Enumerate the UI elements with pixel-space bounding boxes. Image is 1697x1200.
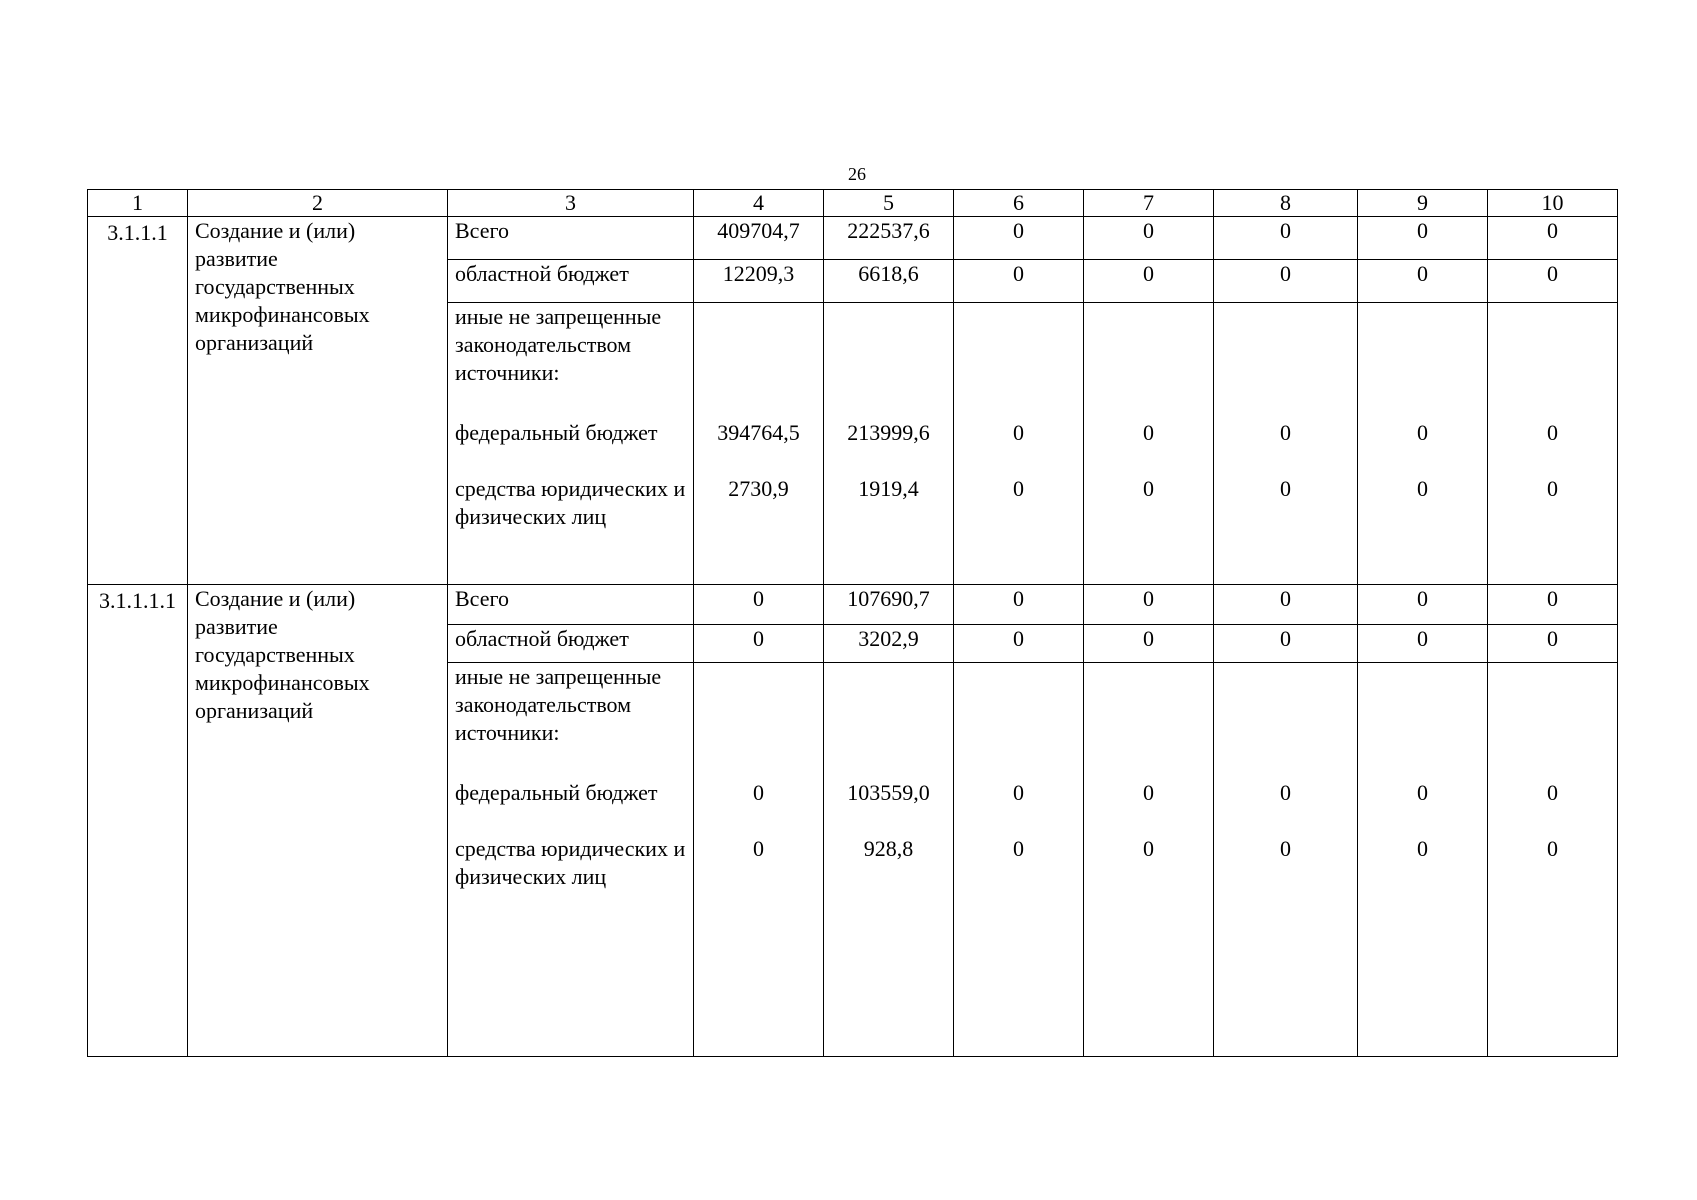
value-cell	[824, 663, 954, 1057]
private-value: 0	[1280, 836, 1291, 861]
federal-value: 0	[1547, 420, 1558, 445]
private-value: 0	[1417, 476, 1428, 501]
value-cell	[954, 303, 1084, 585]
column-number-row	[88, 190, 1618, 217]
federal-label: федеральный бюджет	[455, 420, 658, 445]
private-value: 0	[1547, 836, 1558, 861]
value-cell	[824, 303, 954, 585]
value-cell	[1214, 303, 1358, 585]
item-code: 3.1.1.1	[88, 217, 188, 585]
federal-value: 0	[1143, 780, 1154, 805]
private-value: 2730,9	[728, 476, 789, 501]
value-cell	[1488, 303, 1618, 585]
other-sources-cell	[448, 663, 694, 1057]
other-sources-label: иные не запрещенные законодательством источники:	[455, 664, 662, 745]
private-label: средства юридических и физических лиц	[455, 476, 686, 529]
value-cell: 0	[954, 217, 1084, 260]
column-header: 4	[694, 190, 824, 217]
value-cell	[1358, 663, 1488, 1057]
item-code: 3.1.1.1.1	[88, 585, 188, 1057]
value-cell: 0	[1084, 585, 1214, 625]
value-cell	[1358, 303, 1488, 585]
value-cell	[694, 663, 824, 1057]
private-value: 0	[1547, 476, 1558, 501]
value-cell: 0	[1358, 625, 1488, 663]
value-cell: 0	[694, 625, 824, 663]
federal-value: 103559,0	[847, 780, 930, 805]
value-cell: 0	[1214, 585, 1358, 625]
value-cell: 0	[1358, 217, 1488, 260]
value-cell: 0	[1084, 260, 1214, 303]
private-value: 0	[1013, 836, 1024, 861]
value-cell	[1084, 303, 1214, 585]
value-cell: 0	[1488, 585, 1618, 625]
page-number: 26	[848, 164, 866, 184]
private-value: 0	[1143, 836, 1154, 861]
federal-value: 394764,5	[717, 420, 800, 445]
federal-value: 0	[1280, 780, 1291, 805]
federal-value: 0	[1013, 420, 1024, 445]
federal-value: 0	[753, 780, 764, 805]
private-value: 0	[1013, 476, 1024, 501]
column-header: 10	[1488, 190, 1618, 217]
value-cell: 409704,7	[694, 217, 824, 260]
row-label: областной бюджет	[448, 260, 694, 303]
other-sources-cell	[448, 303, 694, 585]
value-cell: 107690,7	[824, 585, 954, 625]
value-cell	[1214, 663, 1358, 1057]
value-cell: 0	[1488, 260, 1618, 303]
value-cell: 0	[1214, 625, 1358, 663]
value-cell: 0	[954, 625, 1084, 663]
private-value: 0	[1143, 476, 1154, 501]
row-label: областной бюджет	[448, 625, 694, 663]
value-cell: 0	[1084, 625, 1214, 663]
value-cell: 0	[1214, 217, 1358, 260]
private-value: 0	[1417, 836, 1428, 861]
value-cell: 0	[1214, 260, 1358, 303]
federal-value: 0	[1280, 420, 1291, 445]
value-cell: 0	[954, 585, 1084, 625]
other-sources-label: иные не запрещенные законодательством источники:	[455, 304, 662, 385]
value-cell: 0	[954, 260, 1084, 303]
value-cell: 0	[1084, 217, 1214, 260]
row-label: Всего	[448, 217, 694, 260]
private-label: средства юридических и физических лиц	[455, 836, 686, 889]
column-header: 6	[954, 190, 1084, 217]
value-cell: 12209,3	[694, 260, 824, 303]
value-cell	[694, 303, 824, 585]
federal-value: 0	[1417, 780, 1428, 805]
value-cell: 222537,6	[824, 217, 954, 260]
value-cell	[1488, 663, 1618, 1057]
column-header: 5	[824, 190, 954, 217]
federal-value: 0	[1013, 780, 1024, 805]
column-header: 1	[88, 190, 188, 217]
private-value: 0	[1280, 476, 1291, 501]
column-header: 8	[1214, 190, 1358, 217]
row-label: Всего	[448, 585, 694, 625]
value-cell: 0	[1488, 625, 1618, 663]
budget-table	[87, 189, 1618, 1057]
item-name: Создание и (или) развитие государственных микрофинансовых организаций	[188, 217, 448, 585]
value-cell: 0	[1358, 585, 1488, 625]
column-header: 2	[188, 190, 448, 217]
value-cell	[1084, 663, 1214, 1057]
value-cell: 0	[1358, 260, 1488, 303]
federal-value: 0	[1417, 420, 1428, 445]
federal-value: 213999,6	[847, 420, 930, 445]
column-header: 7	[1084, 190, 1214, 217]
value-cell: 6618,6	[824, 260, 954, 303]
private-value: 0	[753, 836, 764, 861]
federal-label: федеральный бюджет	[455, 780, 658, 805]
federal-value: 0	[1143, 420, 1154, 445]
value-cell: 3202,9	[824, 625, 954, 663]
table-row-total	[88, 217, 1618, 260]
column-header: 9	[1358, 190, 1488, 217]
value-cell	[954, 663, 1084, 1057]
value-cell: 0	[1488, 217, 1618, 260]
private-value: 1919,4	[858, 476, 919, 501]
federal-value: 0	[1547, 780, 1558, 805]
item-name: Создание и (или) развитие государственных микрофинансовых организаций	[188, 585, 448, 1057]
value-cell: 0	[694, 585, 824, 625]
column-header: 3	[448, 190, 694, 217]
private-value: 928,8	[863, 836, 914, 861]
table-row-total	[88, 585, 1618, 625]
